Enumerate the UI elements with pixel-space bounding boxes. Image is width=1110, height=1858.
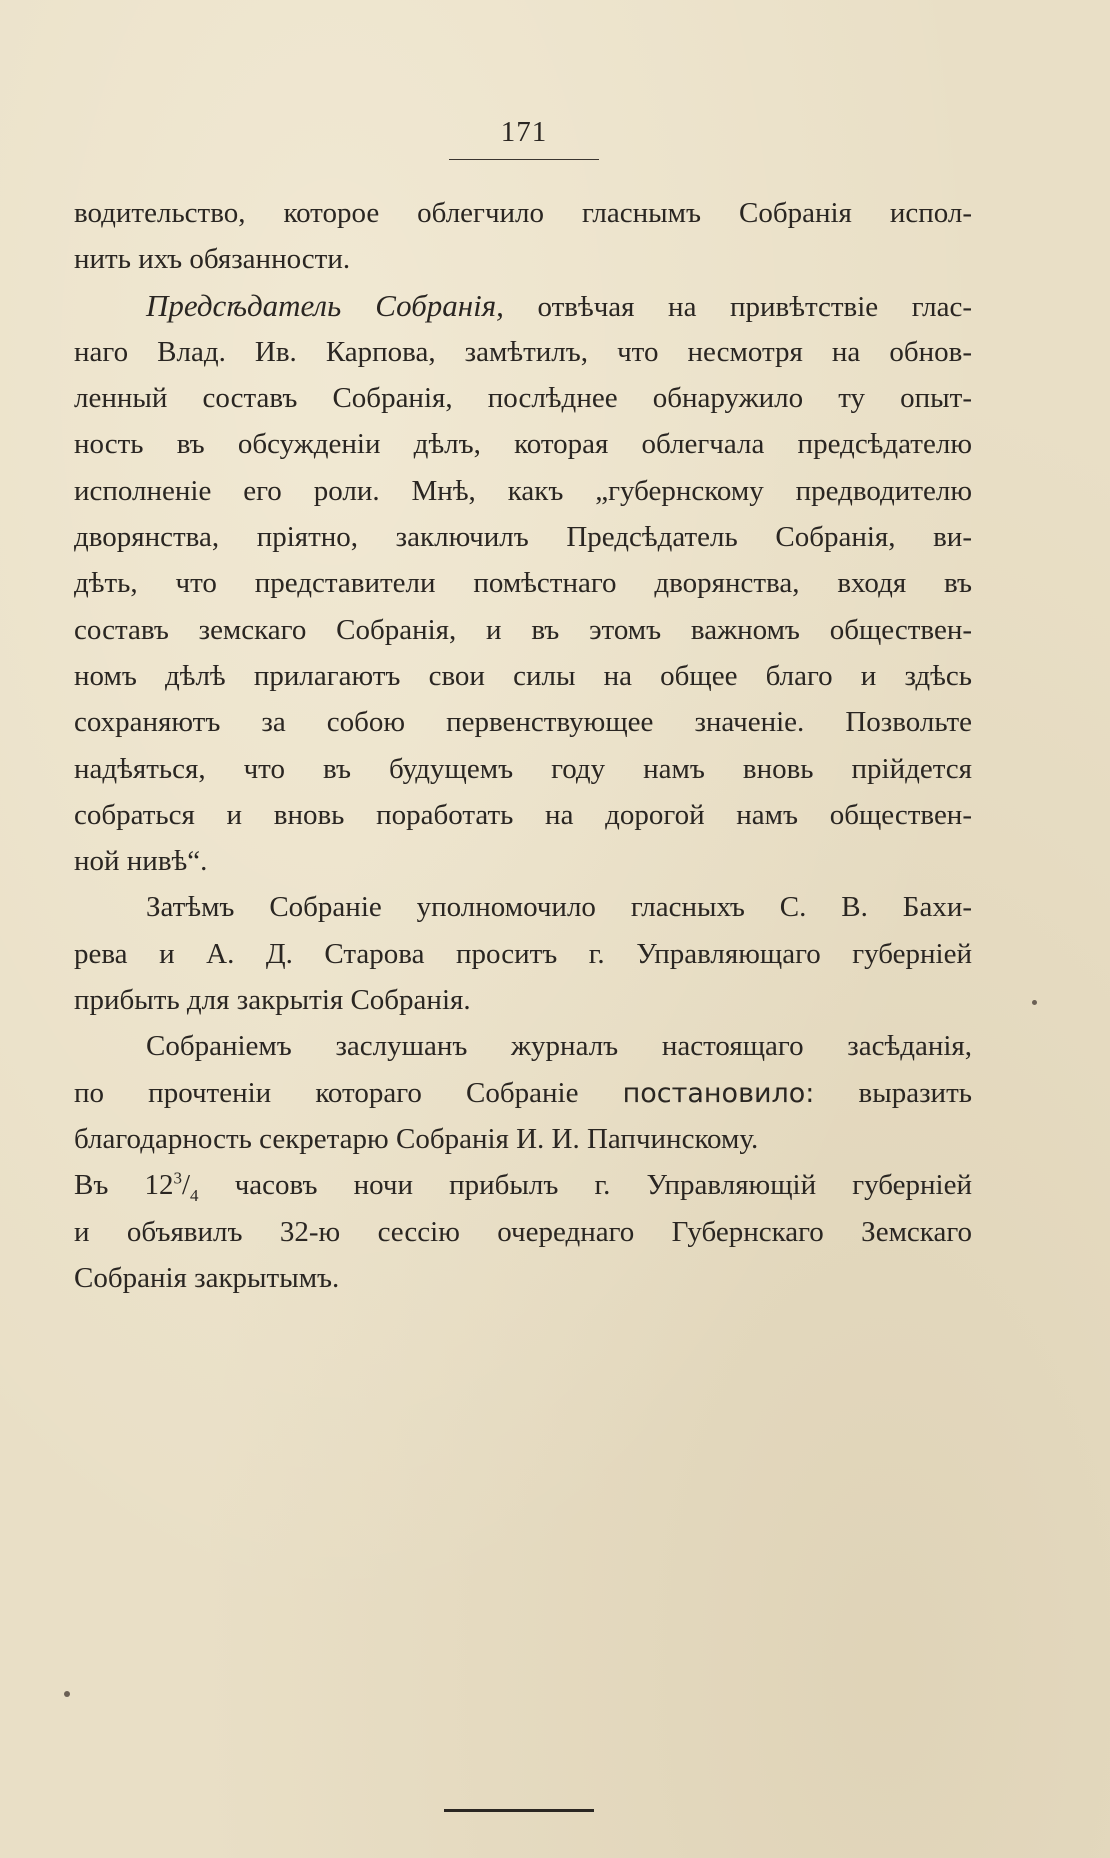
text-line: водительство, которое облегчило гласнымъ Собранія испол- bbox=[74, 197, 972, 229]
text-line: надѣяться, что въ будущемъ году намъ вновь прійдется bbox=[74, 752, 972, 785]
body-text bbox=[74, 190, 972, 1301]
page-number-rule bbox=[449, 159, 599, 160]
text-line: ность въ обсужденіи дѣлъ, которая облегчала предсѣдателю bbox=[74, 428, 972, 461]
text-line: дворянства, пріятно, заключилъ Предсѣдатель Собранія, ви- bbox=[74, 521, 972, 554]
paper-speck bbox=[64, 1691, 70, 1697]
text-line: дѣть, что представители помѣстнаго дворянства, входя въ bbox=[74, 567, 972, 600]
text-line: Предсѣдатель Собранія, отвѣчая на привѣтствіе глас- bbox=[146, 287, 972, 323]
resolution-word: постановило: bbox=[622, 1077, 815, 1109]
text-line: нить ихъ обязанности. bbox=[74, 243, 351, 276]
text-line: ленный составъ Собранія, послѣднее обнаружило ту опыт- bbox=[74, 382, 972, 415]
text-line: Затѣмъ Собраніе уполномочило гласныхъ С. В. Бахи- bbox=[146, 891, 972, 924]
page-number: 171 bbox=[500, 116, 548, 148]
text-line: ной нивѣ“. bbox=[74, 845, 208, 878]
text-line: благодарность секретарю Собранія И. И. Папчинскому. bbox=[74, 1122, 759, 1155]
time-fraction: $^3/_4$ bbox=[173, 1168, 199, 1206]
text-line: наго Влад. Ив. Карпова, замѣтилъ, что несмотря на обнов- bbox=[74, 335, 972, 368]
speaker-name: Предсѣдатель Собранія, bbox=[146, 287, 504, 323]
text-line: Въ $12^3/_4$ часовъ ночи прибылъ г. Управляющій губерніей bbox=[74, 1168, 972, 1206]
text-line: собраться и вновь поработать на дорогой намъ обществен- bbox=[74, 798, 972, 831]
text-line: прибыть для закрытія Собранія. bbox=[74, 984, 471, 1017]
text-line: и объявилъ 32-ю сессію очереднаго Губернскаго Земскаго bbox=[74, 1215, 972, 1248]
text-line: рева и А. Д. Старова проситъ г. Управляющаго губерніей bbox=[74, 937, 972, 970]
text-line: сохраняютъ за собою первенствующее значеніе. Позвольте bbox=[74, 706, 972, 739]
paper-speck bbox=[1032, 1000, 1037, 1005]
end-rule bbox=[444, 1809, 594, 1812]
text-line: составъ земскаго Собранія, и въ этомъ важномъ обществен- bbox=[74, 613, 972, 646]
text-line: по прочтеніи котораго Собраніе постановило: выразить bbox=[74, 1076, 972, 1109]
text-line: Собранія закрытымъ. bbox=[74, 1261, 340, 1294]
text-line: Собраніемъ заслушанъ журналъ настоящаго засѣданія, bbox=[146, 1030, 972, 1063]
text-line: исполненіе его роли. Мнѣ, какъ „губернскому предводителю bbox=[74, 474, 972, 507]
text-line: номъ дѣлѣ прилагаютъ свои силы на общее благо и здѣсь bbox=[74, 659, 972, 692]
